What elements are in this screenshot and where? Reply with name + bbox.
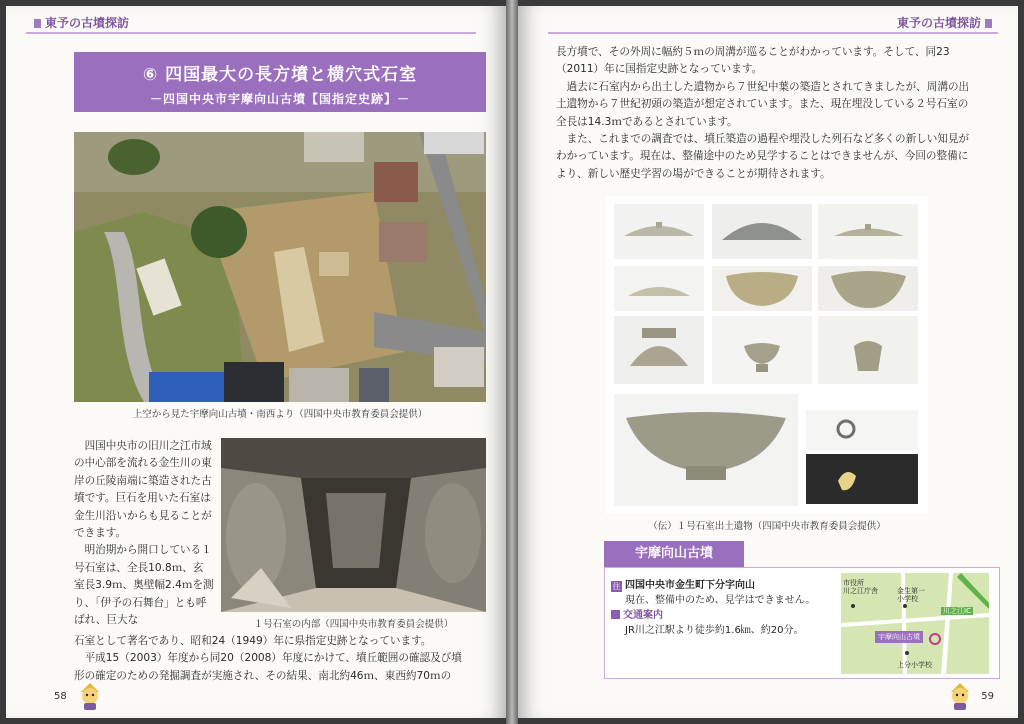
paragraph: 長方墳で、その外周に幅約５ｍの周溝が巡ることがわかっています。そして、同23（2011）年に国指定史跡となっています。: [556, 46, 950, 76]
article-title-box: [74, 52, 486, 112]
narrow-text-column: [74, 438, 214, 629]
article-title: ⑥ 四国最大の長方墳と横穴式石室: [142, 65, 418, 85]
full-text-block: [74, 633, 489, 685]
page-number-right: 59: [981, 691, 994, 702]
text-line: 形の確定のための発掘調査が実施され、その結果、南北約46ｍ、東西約70ｍの: [74, 669, 452, 682]
map-label-school2: 上分小学校: [897, 661, 932, 669]
map-label-school1: 金生第一 小学校: [897, 587, 925, 603]
article-subtitle: －四国中央市宇摩向山古墳【国指定史跡】－: [149, 92, 410, 106]
artifacts-caption: （伝）１号石室出土遺物（四国中央市教育委員会提供）: [648, 521, 886, 532]
left-page: [6, 6, 506, 718]
paragraph: また、これまでの調査では、墳丘築造の過程や埋没した列石など多くの新しい知見がわかっています。現在は、整備途中のため見学することはできませんが、今回の整備により、新しい歴史学習の場ができることが期待されます。: [556, 133, 970, 180]
site-map: [841, 573, 989, 674]
header-rule: [548, 32, 998, 34]
site-status: 現在、整備中のため、見学はできません。: [625, 595, 816, 606]
series-label-left: [34, 14, 129, 31]
continued-text: [556, 44, 971, 183]
mascot-icon: [948, 682, 972, 710]
page-number-left: 58: [54, 691, 67, 702]
right-page: [518, 6, 1018, 718]
series-label-text: 東予の古墳探訪: [45, 16, 130, 30]
access-label: 交通案内: [623, 610, 663, 621]
square-bullet-icon: [611, 610, 620, 619]
site-info-text: [611, 578, 815, 638]
aerial-caption: 上空から見た宇摩向山古墳・南西より（四国中央市教育委員会提供）: [132, 409, 428, 420]
book-gutter: [506, 0, 518, 724]
series-label-right: [897, 14, 992, 31]
series-label-text: 東予の古墳探訪: [896, 16, 981, 30]
chamber-photo: [221, 438, 486, 612]
aerial-photo: [74, 132, 486, 402]
text-line: 石室として著名であり、昭和24（1949）年に県指定史跡となっています。: [74, 635, 432, 647]
info-box-title: 宇摩向山古墳: [604, 541, 744, 567]
paragraph: 過去に石室内から出土した遺物から７世紀中葉の築造とされてきましたが、周溝の出土遺物から７世紀初頭の築造が想定されています。また、現在埋没している２号石室の全長は14.3ｍであるとされています。: [556, 80, 970, 128]
map-label-city-office: 市役所 川之江庁舎: [843, 579, 878, 595]
text-line: 平成15（2003）年度から同20（2008）年度にかけて、墳丘範囲の確認及び墳: [84, 652, 462, 665]
address-icon: 住: [612, 582, 621, 591]
site-info-box: [604, 567, 1000, 679]
square-bullet-icon: [985, 19, 992, 28]
chamber-caption: １号石室の内部（四国中央市教育委員会提供）: [253, 619, 454, 630]
paragraph: 四国中央市の旧川之江市域の中心部を流れる金生川の東岸の丘陵南端に築造された古墳です。巨石を用いた石室は金生川沿いからも見ることができます。: [74, 440, 212, 540]
square-bullet-icon: [34, 19, 41, 28]
map-label-station: 川之江IC: [943, 607, 971, 615]
map-label-site: 宇摩向山古墳: [875, 631, 923, 643]
paragraph: 明治期から開口している１号石室は、全長10.8ｍ、玄室長3.9ｍ、奥壁幅2.4ｍを測り、「伊予の石舞台」とも呼ばれ、巨大な: [74, 544, 214, 627]
site-access: JR川之江駅より徒歩約1.6㎞、約20分。: [625, 625, 804, 636]
artifacts-photo: [606, 196, 928, 514]
site-address: 四国中央市金生町下分字向山: [625, 580, 755, 591]
mascot-icon: [78, 682, 102, 710]
header-rule: [26, 32, 476, 34]
